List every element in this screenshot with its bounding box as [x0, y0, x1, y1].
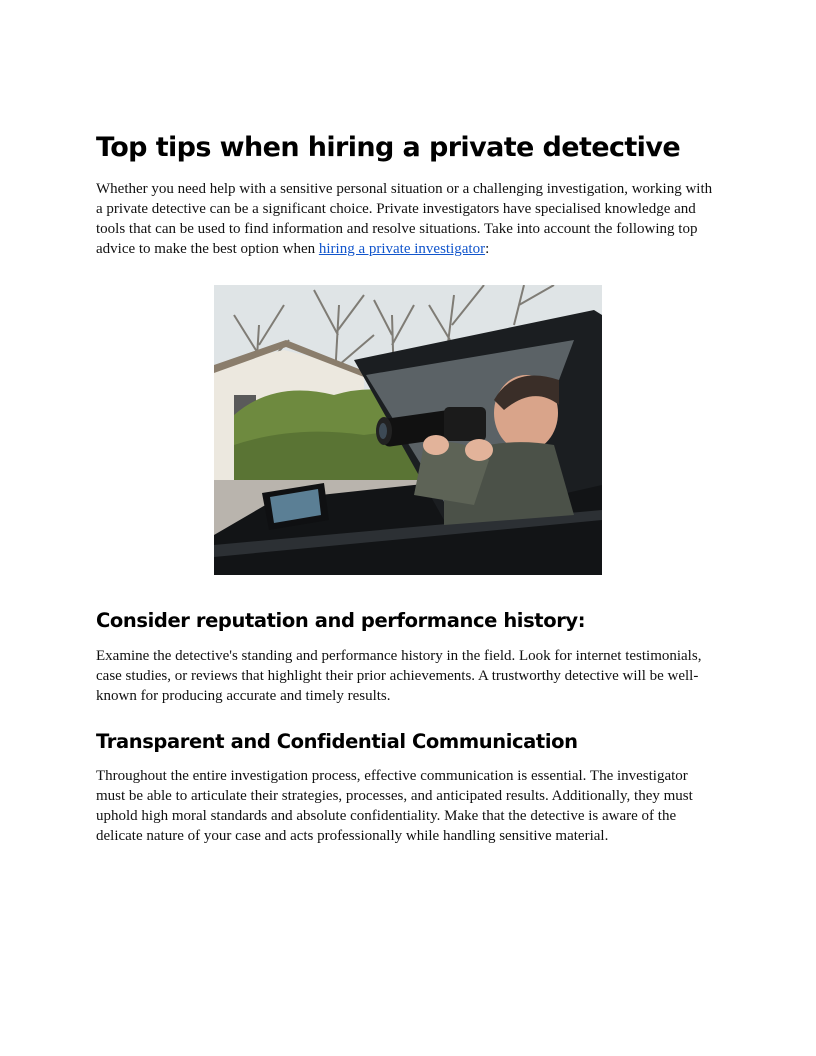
detective-photo — [214, 285, 602, 575]
section-body: Examine the detective's standing and performance history in the field. Look for internet testimonials, case studies, or reviews that highlight their prior achievements. A trustworthy detective will be well-known for producing accurate and timely results. — [96, 648, 702, 704]
section-heading: Consider reputation and performance history: — [96, 609, 586, 632]
section-body: Throughout the entire investigation process, effective communication is essential. The investigator must be able to articulate their strategies, processes, and anticipated results. Additionally, they must uphold high moral standards and absolute confidentiality. Make that the detective is aware of the delicate nature of your case and acts professionally while handling sensitive material. — [96, 768, 693, 844]
section-heading: Transparent and Confidential Communication — [96, 730, 578, 753]
intro-text-end: : — [485, 241, 490, 257]
intro-paragraph — [96, 179, 720, 259]
hiring-private-investigator-link[interactable]: hiring a private investigator — [318, 241, 486, 257]
intro-text: Whether you need help with a sensitive personal situation or a challenging investigation, working with a private detective can be a significant choice. Private investigators have specialised knowledge and tools that can be used to find information and resolve situations. Take into account the following top advice to make the best option when — [96, 181, 713, 257]
page-title: Top tips when hiring a private detective — [96, 132, 681, 163]
